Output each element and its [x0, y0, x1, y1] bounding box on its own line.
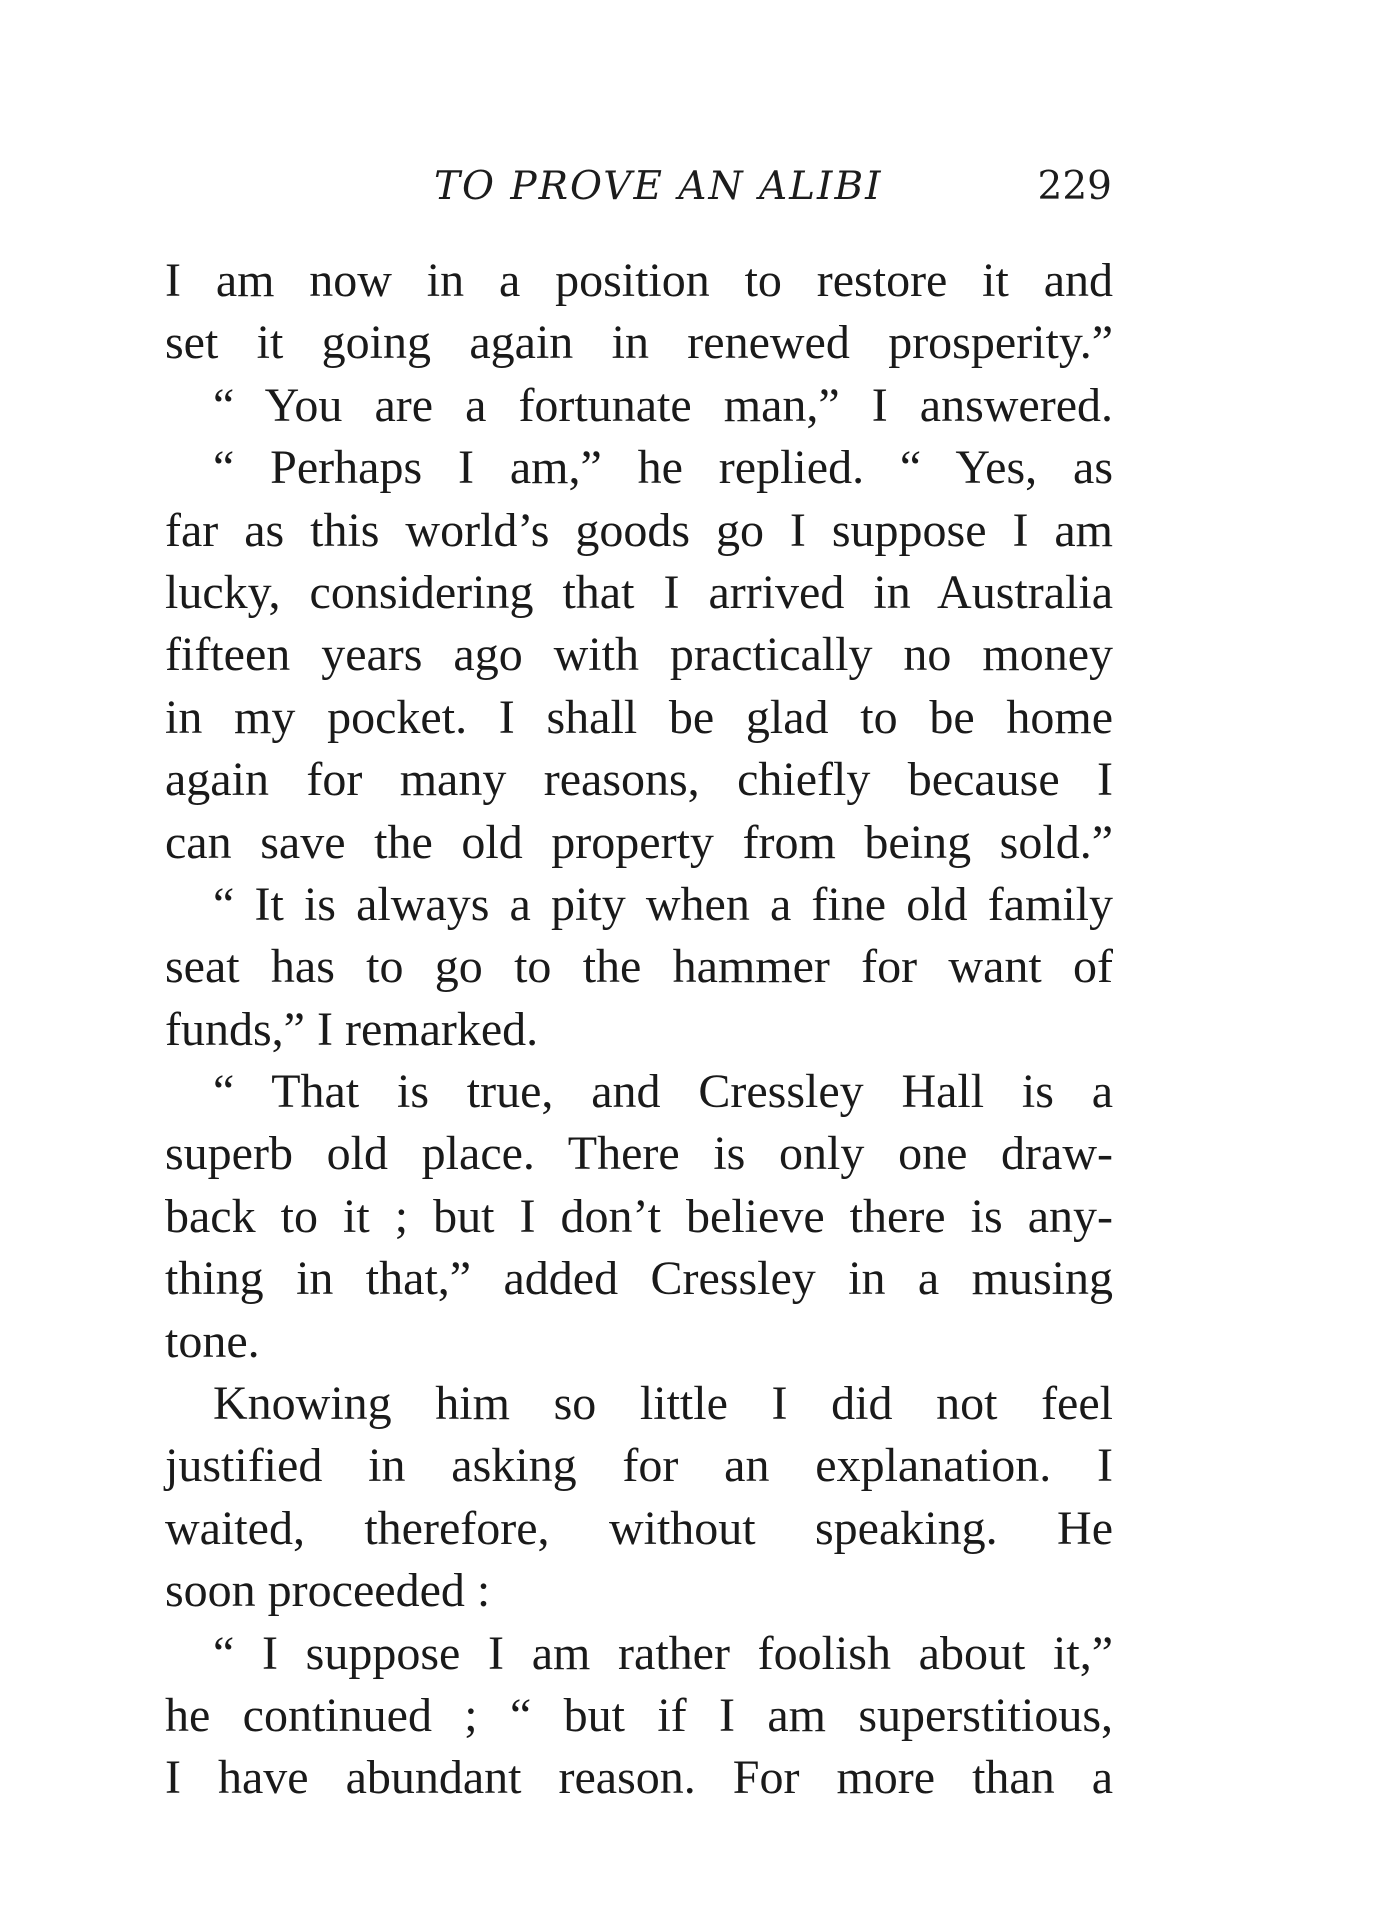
text-line: waited, therefore, without speaking. He: [165, 1501, 1113, 1555]
page-number: 229: [1037, 164, 1112, 209]
text-line: “ Perhaps I am,” he replied. “ Yes, as: [213, 441, 1113, 495]
text-line: I am now in a position to restore it and: [165, 254, 1113, 307]
text-line: can save the old property from being sold.”: [165, 815, 1113, 869]
text-line: “ You are a fortunate man,” I answered.: [213, 378, 1113, 432]
text-line: again for many reasons, chiefly because I: [165, 753, 1113, 807]
text-line: “ That is true, and Cressley Hall is a: [213, 1065, 1113, 1119]
text-line: far as this world’s goods go I suppose I am: [165, 503, 1113, 557]
text-line: lucky, considering that I arrived in Australia: [165, 565, 1113, 619]
running-title: TO PROVE AN ALIBI: [434, 164, 883, 209]
text-line: tone.: [165, 1314, 260, 1368]
text-line: “ I suppose I am rather foolish about it,”: [213, 1626, 1113, 1680]
text-line: seat has to go to the hammer for want of: [165, 940, 1113, 994]
text-line: Knowing him so little I did not feel: [213, 1377, 1113, 1431]
text-line: I have abundant reason. For more than a: [165, 1751, 1113, 1805]
body-text: [165, 250, 1113, 1810]
text-line: set it going again in renewed prosperity.”: [165, 316, 1113, 370]
text-line: “ It is always a pity when a fine old family: [213, 877, 1113, 931]
text-line: he continued ; “ but if I am superstitious,: [165, 1688, 1113, 1742]
text-line: thing in that,” added Cressley in a musing: [165, 1252, 1113, 1306]
text-line: soon proceeded :: [165, 1564, 491, 1618]
text-line: back to it ; but I don’t believe there is any-: [165, 1189, 1113, 1243]
running-head: [170, 158, 1112, 218]
text-line: in my pocket. I shall be glad to be home: [165, 690, 1113, 744]
text-line: justified in asking for an explanation. I: [165, 1439, 1113, 1493]
text-line: superb old place. There is only one draw-: [165, 1127, 1113, 1181]
text-line: funds,” I remarked.: [165, 1002, 539, 1056]
text-line: fifteen years ago with practically no money: [165, 628, 1113, 682]
